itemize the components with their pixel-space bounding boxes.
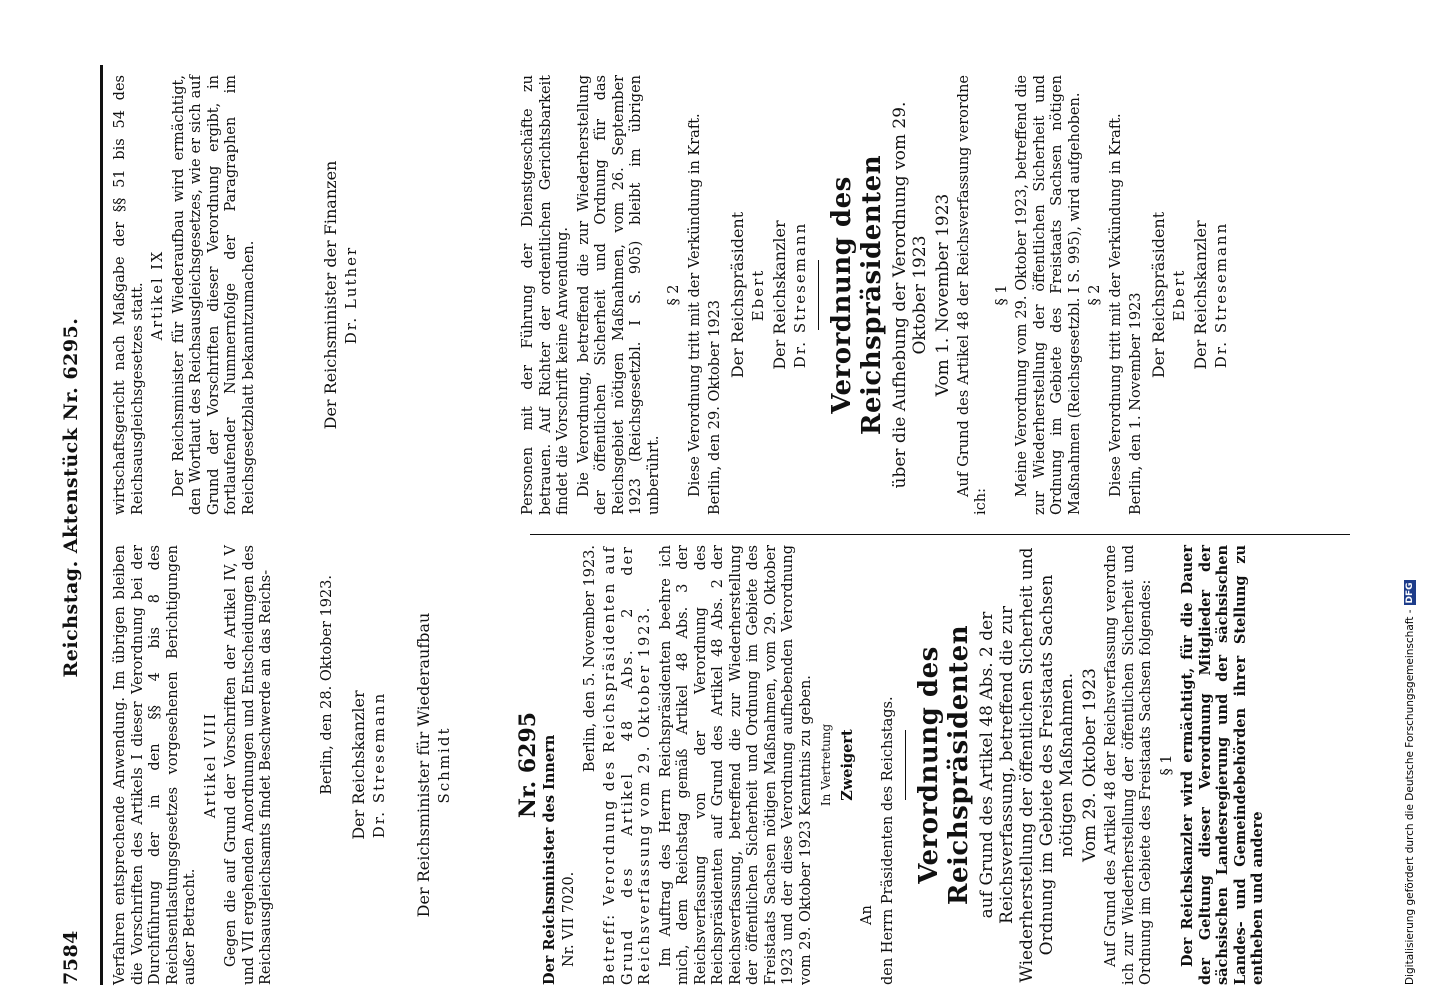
signature-role: Der Reichspräsident [1148,211,1168,379]
signature-name: Dr. Luther [342,245,360,345]
addressee-an: An [859,905,875,925]
signature-name: Schmidt [434,726,453,804]
signature-role: Der Reichskanzler [770,220,789,370]
addressee: den Herrn Präsidenten des Reichstags. [879,696,896,985]
article-9-text: Der Reichsminister für Wiederaufbau wird ermächtigt, den Wortlaut des Reichsausgleichsgesetzes, wie er sich auf Grund der Vorschriften dieser Verordnung ergibt, in fortlaufender Nummernfolge der Paragraphen im Reichsgesetzblatt bekanntzumachen. [170,75,257,515]
document-6295 [515,545,1270,985]
ordinance-1-section-1-text: Der Reichskanzler wird ermächtigt, für die Dauer der Geltung dieser Verordnung Mitglieder der sächsischen Landesregierung und der sächsischen Landes- und Gemeindebehörden ihrer Stellung zu entheben und andere [1179,545,1266,985]
dfg-logo: DFG [1405,582,1415,604]
ordinance-1-subtitle: auf Grund des Artikel 48 Abs. 2 der Reichsverfassung, betreffend die zur Wiederherstellung der öffentlichen Sicherheit und Ordnung im Gebiete des Freistaats Sachsen nötigen Maßnahmen. [977,547,1077,983]
document-number: Nr. 6295 [515,711,541,819]
ordinance-2-subtitle: über die Aufhebung der Verordnung vom 29. Oktober 1923 [889,101,930,489]
ordinance-2-section-1: § 1 [993,284,1010,306]
ordinance-1-continuation-2: Die Verordnung, betreffend die zur Wiederherstellung der öffentlichen Sicherheit und Ordnung für das Reichsgebiet nötigen Maßnahmen, vom 26. September 1923 (Reichsgesetzbl. I S. 905) bleibt im übrigen unberührt. [575,75,662,515]
ordinance-2-section-1-text: Meine Verordnung vom 29. Oktober 1923, betreffend die zur Wiederherstellung der öffentlichen Sicherheit und Ordnung im Gebiete des Freistaats Sachsen nötigen Maßnahmen (Reichsgesetzbl. I S. 995), wird aufgehoben. [1014,75,1083,515]
ordinance-2-section-2-text: Diese Verordnung tritt mit der Verkündung in Kraft. [1107,113,1124,497]
article-9-title: Artikel IX [150,249,166,341]
signature-name: Ebert [1169,268,1188,322]
ordinance-1-title: Verordnung des Reichspräsidenten [914,624,974,906]
ordinance-2-title: Verordnung des Reichspräsidenten [826,154,887,436]
page-number: 7584 [60,930,82,985]
letter-body: Im Auftrag des Herrn Reichspräsidenten beehre ich mich, dem Reichstag gemäß Artikel 48 Abs. 3 der Reichsverfassung von der Verordnung des Reichspräsidenten auf Grund des Artikel 48 Abs. 2 der Reichsverfassung, betreffend die zur Wiederherstellung der öffentlichen Sicherheit und Ordnung im Gebiete des Freistaats Sachsen nötigen Maßnahmen, vom 29. Oktober 1923 und der diese Verordnung aufhebenden Verordnung vom 29. Oktober 1923 Kenntnis zu geben. [657,545,814,985]
signature-name: Ebert [748,268,767,322]
letter-date: Berlin, den 5. November 1923. [581,545,598,773]
ordinance-2-intro: Auf Grund des Artikel 48 der Reichsverfassung verordne ich: [955,75,989,515]
ordinance-1-section-2: § 2 [666,284,682,306]
vertretung-name: Zweigert [838,729,856,801]
signature-role: Der Reichspräsident [727,211,747,379]
separator [905,730,906,800]
ordinance-1-date: Vom 29. Oktober 1923 [1080,668,1100,862]
digitization-credit [1398,5,1422,985]
left-column [112,545,456,985]
document-page [60,65,1360,985]
signature-name: Dr. Stresemann [370,691,388,839]
signature-role: Der Reichskanzler [349,690,368,840]
vertretung-label: In Vertretung [819,723,833,807]
ordinance-1-section-2-text: Diese Verordnung tritt mit der Verkündung in Kraft. [686,113,703,497]
signature-role: Der Reichsminister für Wiederaufbau [413,612,433,918]
reference-number: Nr. VII 7020. [561,871,577,967]
article-8-text: Gegen die auf Grund der Vorschriften der Artikel IV, V und VII ergehenden Anordnungen und Entscheidungen des Reichsausgleichsamts findet Beschwerde an das Reichs- [223,545,274,985]
ordinance-1-section-1: § 1 [1158,754,1175,776]
ordinances-column [520,75,1234,515]
paragraph-art8-end: wirtschaftsgericht nach Maßgabe der §§ 51 bis 54 des Reichsausgleichsgesetzes statt. [112,75,146,515]
credit-text: Digitalisierung gefördert durch die Deutsche Forschungsgemeinschaft - [1404,609,1416,985]
signature-name: Dr. Stresemann [791,221,809,369]
ordinance-1-intro: Auf Grund des Artikel 48 der Reichsverfassung verordne ich zur Wiederherstellung der öffentlichen Sicherheit und Ordnung im Gebiete des Freistaats Sachsen folgendes: [1103,545,1154,985]
sender: Der Reichsminister des Innern [540,734,558,985]
article-8-title: Artikel VIII [202,711,219,819]
signature-role: Der Reichsminister der Finanzen [321,160,340,430]
ordinance-1-date-line: Berlin, den 29. Oktober 1923 [707,299,723,515]
header-rule [100,65,103,985]
ordinance-2-section-2: § 2 [1087,284,1103,306]
separator [818,260,819,330]
ordinance-1-continuation: Personen mit der Führung der Dienstgeschäfte zu betrauen. Auf Richter der ordentlichen Gerichtsbarkeit findet die Vorschrift keine Anwendung. [520,75,571,515]
ordinance-2-date-line: Berlin, den 1. November 1923 [1128,292,1144,515]
column-divider [530,534,1350,535]
date-line: Berlin, den 28. Oktober 1923. [318,575,335,795]
signature-name: Dr. Stresemann [1212,221,1230,369]
paragraph-art7-end: Verfahren entsprechende Anwendung. Im übrigen bleiben die Vorschriften des Artikels I dieser Verordnung bei der Durchführung der in den §§ 4 bis 8 des Reichsentlastungsgesetzes vorgesehenen Berichtigungen außer Betracht. [112,545,198,985]
page-header [60,65,100,985]
ordinance-2-date: Vom 1. November 1923 [932,193,953,397]
subject-line: Betreff: Verordnung des Reichspräsidenten auf Grund des Artikel 48 Abs. 2 der Reichsverfassung vom 29. Oktober 1923. [602,545,653,985]
signature-role: Der Reichskanzler [1191,220,1210,370]
page-title: Reichstag. Aktenstück Nr. 6295. [60,317,82,678]
right-column-top [112,75,364,515]
